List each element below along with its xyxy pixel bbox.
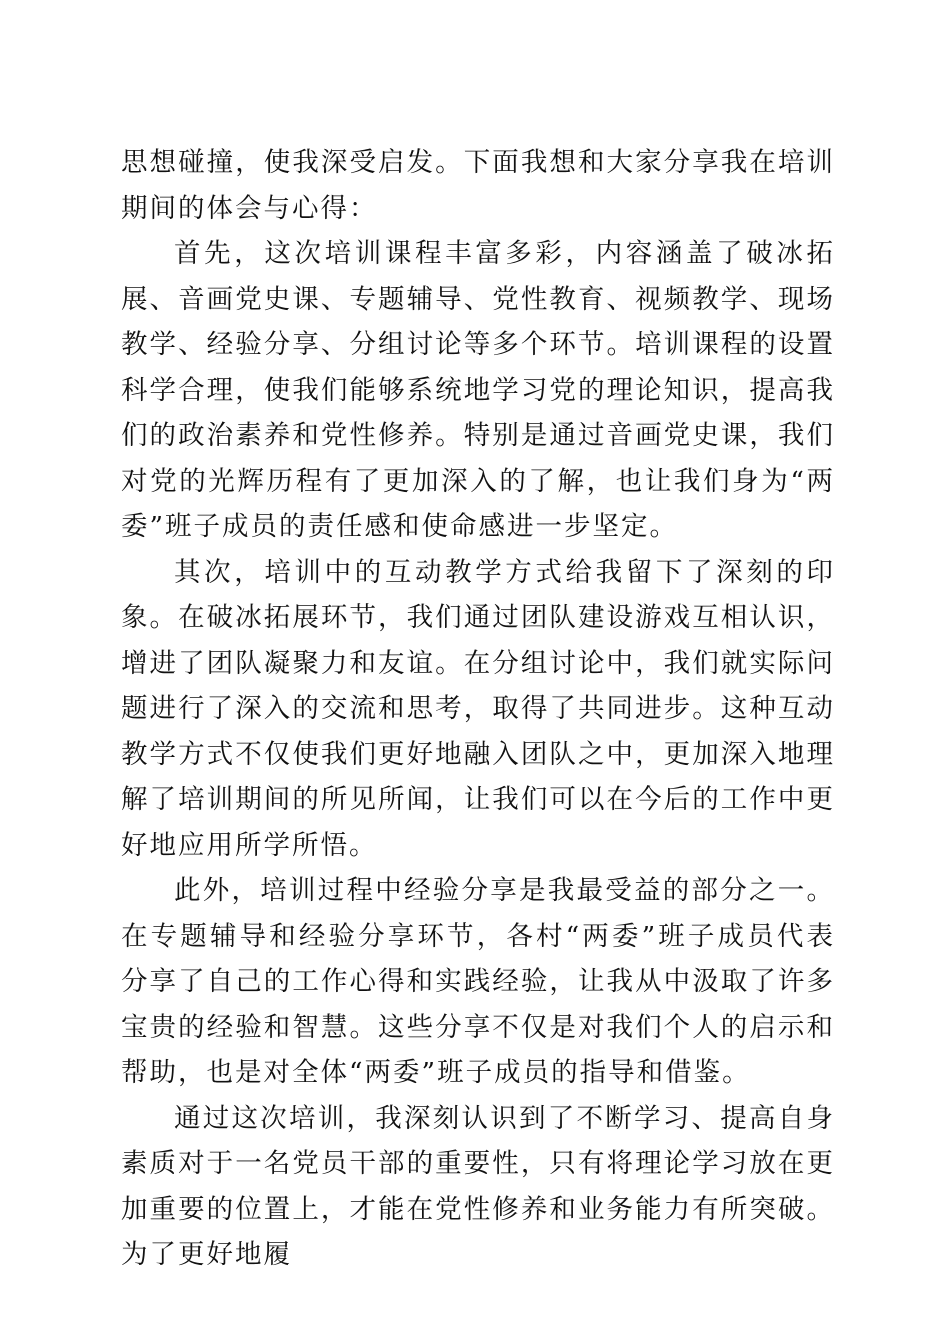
paragraph-first-point: 首先，这次培训课程丰富多彩，内容涵盖了破冰拓展、音画党史课、专题辅导、党性教育、视频教学、现场教学、经验分享、分组讨论等多个环节。培训课程的设置科学合理，使我们能够系统地学习党的理论知识，提高我们的政治素养和党性修养。特别是通过音画党史课，我们对党的光辉历程有了更加深入的了解，也让我们身为“两委”班子成员的责任感和使命感进一步坚定。 [121, 238, 835, 542]
paragraph-third-point: 此外，培训过程中经验分享是我最受益的部分之一。在专题辅导和经验分享环节，各村“两委”班子成员代表分享了自己的工作心得和实践经验，让我从中汲取了许多宝贵的经验和智慧。这些分享不仅是对我们个人的启示和帮助，也是对全体“两委”班子成员的指导和借鉴。 [121, 875, 835, 1088]
paragraph-continuation: 思想碰撞，使我深受启发。下面我想和大家分享我在培训期间的体会与心得： [121, 147, 835, 224]
paragraph-second-point: 其次，培训中的互动教学方式给我留下了深刻的印象。在破冰拓展环节，我们通过团队建设游戏互相认识，增进了团队凝聚力和友谊。在分组讨论中，我们就实际问题进行了深入的交流和思考，取得了共同进步。这种互动教学方式不仅使我们更好地融入团队之中，更加深入地理解了培训期间的所见所闻，让我们可以在今后的工作中更好地应用所学所悟。 [121, 556, 835, 861]
paragraph-conclusion: 通过这次培训，我深刻认识到了不断学习、提高自身素质对于一名党员干部的重要性，只有将理论学习放在更加重要的位置上，才能在党性修养和业务能力有所突破。为了更好地履 [121, 1102, 835, 1270]
body-text [121, 140, 835, 1278]
